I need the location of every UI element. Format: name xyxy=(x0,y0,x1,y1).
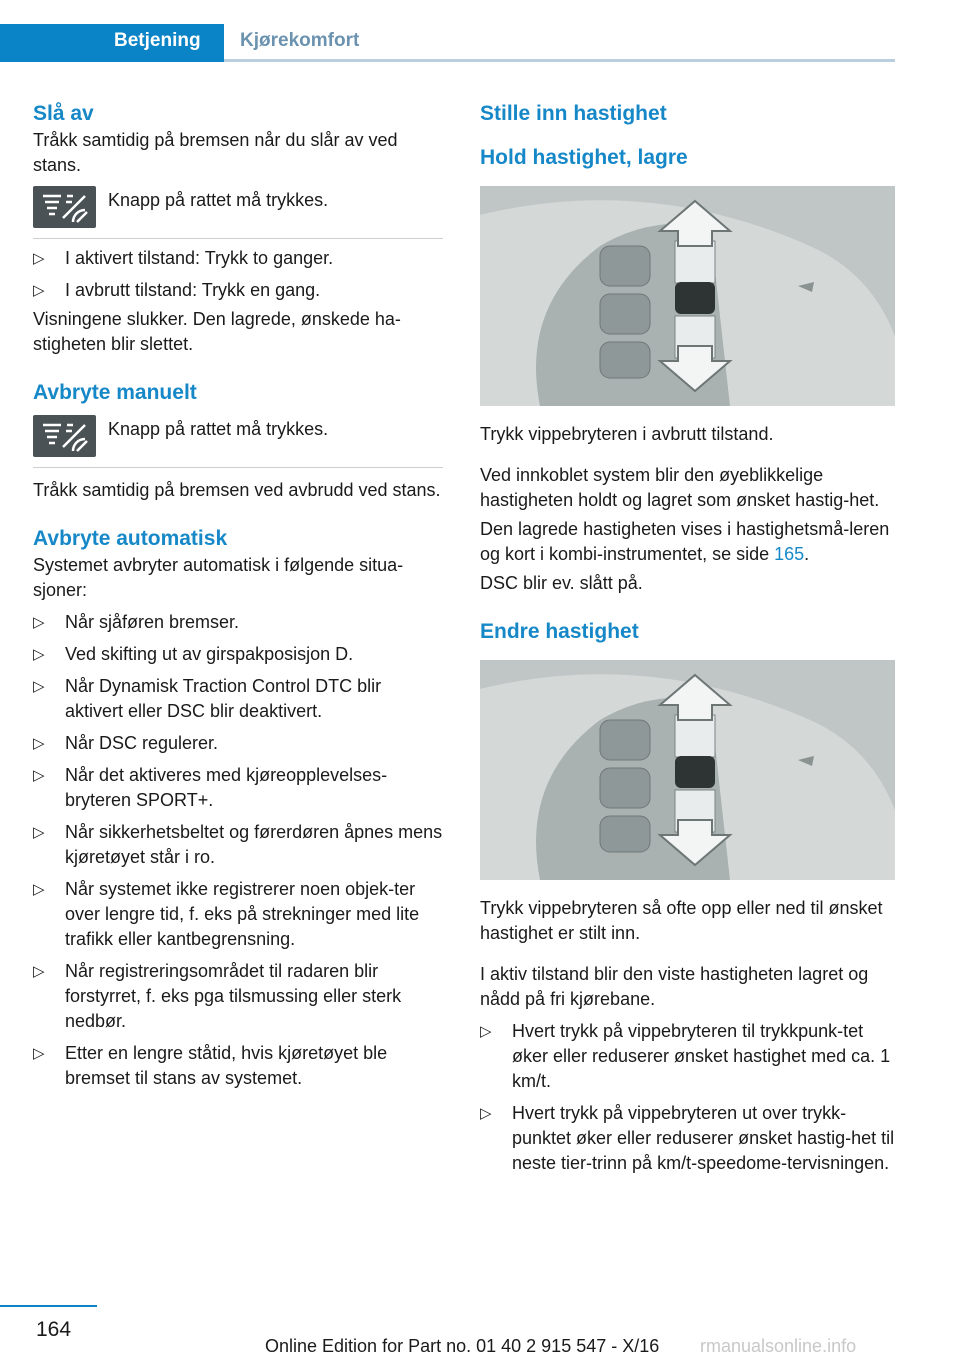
list-item: ▷ Etter en lengre ståtid, hvis kjøretøyet ble bremset til stans av systemet. xyxy=(33,1043,388,1088)
subsection-title-hold-hastighet: Hold hastighet, lagre xyxy=(480,146,688,169)
paragraph-trykk-opp-ned: Trykk vippebryteren så ofte opp eller ned til ønsket hastighet er stilt inn. xyxy=(480,898,883,943)
list-avbryte-automatisk xyxy=(33,610,443,1091)
paragraph-innkoblet-system: Ved innkoblet system blir den øyeblikkelige hastigheten holdt og lagret som ønsket hastig-het. xyxy=(480,465,880,510)
divider xyxy=(33,467,443,468)
triangle-right-icon: ▷ xyxy=(33,963,45,980)
triangle-right-icon: ▷ xyxy=(480,1105,492,1122)
triangle-right-icon: ▷ xyxy=(33,614,45,631)
paragraph-aktiv-tilstand: I aktiv tilstand blir den viste hastigheten lagret og nådd på fri kjørebane. xyxy=(480,964,869,1009)
button-icon-row xyxy=(33,415,443,457)
list-item: ▷ I avbrutt tilstand: Trykk en gang. xyxy=(33,278,443,303)
left-column xyxy=(33,100,443,1091)
paragraph-avbryte-automatisk: Systemet avbryter automatisk i følgende situa-sjoner: xyxy=(33,555,404,600)
list-item: ▷ Når Dynamisk Traction Control DTC blir aktivert eller DSC blir deaktivert. xyxy=(33,676,382,721)
steering-wheel-image xyxy=(480,660,895,880)
list-item: ▷ I aktivert tilstand: Trykk to ganger. xyxy=(33,246,443,271)
list-sla-av xyxy=(33,246,443,303)
tab-kjorekomfort[interactable]: Kjørekomfort xyxy=(240,30,360,51)
triangle-right-icon: ▷ xyxy=(33,282,45,299)
list-item: ▷ Hvert trykk på vippebryteren til trykkpunk-tet øker eller reduserer ønsket hastighet med ca. 1 km/t. xyxy=(480,1021,891,1091)
tab-betjening-label: Betjening xyxy=(114,30,201,51)
right-column xyxy=(480,100,896,1176)
paragraph-lagrede-hastighet: Den lagrede hastigheten vises i hastighetsmå-leren og kort i kombi-instrumentet, se side 165. xyxy=(480,519,890,564)
footer-rule xyxy=(0,1305,97,1307)
icon-caption: Knapp på rattet må trykkes. xyxy=(108,190,329,210)
cruise-control-button-icon xyxy=(33,415,96,457)
watermark: rmanualsonline.info xyxy=(700,1336,857,1356)
subsection-title-endre-hastighet: Endre hastighet xyxy=(480,620,639,643)
triangle-right-icon: ▷ xyxy=(33,767,45,784)
edition-text: Online Edition for Part no. 01 40 2 915 547 - X/16 xyxy=(265,1336,660,1356)
section-title-avbryte-manuelt: Avbryte manuelt xyxy=(33,381,197,404)
section-title-sla-av: Slå av xyxy=(33,102,94,125)
list-item: ▷ Når sjåføren bremser. xyxy=(33,610,443,635)
page-header xyxy=(0,0,960,62)
list-item: ▷ Ved skifting ut av girspakposisjon D. xyxy=(33,642,443,667)
paragraph-dsc: DSC blir ev. slått på. xyxy=(480,573,643,593)
triangle-right-icon: ▷ xyxy=(33,1045,45,1062)
cruise-control-button-icon xyxy=(33,186,96,228)
triangle-right-icon: ▷ xyxy=(33,250,45,267)
triangle-right-icon: ▷ xyxy=(33,735,45,752)
triangle-right-icon: ▷ xyxy=(33,881,45,898)
triangle-right-icon: ▷ xyxy=(480,1023,492,1040)
list-item: ▷ Når DSC regulerer. xyxy=(33,731,443,756)
triangle-right-icon: ▷ xyxy=(33,824,45,841)
page-number: 164 xyxy=(36,1318,72,1341)
list-item: ▷ Når systemet ikke registrerer noen objek-ter over lengre tid, f. eks på strekninger med lite trafikk eller kantbegrensning. xyxy=(33,879,420,949)
button-icon-row xyxy=(33,186,443,228)
paragraph-after-list: Visningene slukker. Den lagrede, ønskede ha-stigheten blir slettet. xyxy=(33,309,401,354)
section-title-avbryte-automatisk: Avbryte automatisk xyxy=(33,527,228,550)
paragraph-avbryte-manuelt: Tråkk samtidig på bremsen ved avbrudd ved stans. xyxy=(33,480,441,500)
icon-caption: Knapp på rattet må trykkes. xyxy=(108,419,329,439)
divider xyxy=(33,238,443,239)
list-item: ▷ Hvert trykk på vippebryteren ut over trykk-punktet øker eller reduserer ønsket hastig-het til neste tier-trinn på km/t-speedome-tervisningen. xyxy=(480,1103,895,1173)
list-endre-hastighet xyxy=(480,1019,896,1176)
triangle-right-icon: ▷ xyxy=(33,646,45,663)
list-item: ▷ Når det aktiveres med kjøreopplevelses-bryteren SPORT+. xyxy=(33,765,388,810)
list-item: ▷ Når registreringsområdet til radaren blir forstyrret, f. eks pga tilsmussing eller sterk nedbør. xyxy=(33,961,402,1031)
steering-wheel-image xyxy=(480,186,895,406)
page-link-165[interactable]: 165 xyxy=(774,544,805,564)
paragraph-sla-av: Tråkk samtidig på bremsen når du slår av ved stans. xyxy=(33,130,398,175)
header-rule xyxy=(224,59,895,62)
paragraph-trykk-vippebryteren: Trykk vippebryteren i avbrutt tilstand. xyxy=(480,424,774,444)
section-title-stille-inn-hastighet: Stille inn hastighet xyxy=(480,102,667,125)
list-item: ▷ Når sikkerhetsbeltet og førerdøren åpnes mens kjøretøyet står i ro. xyxy=(33,822,443,867)
triangle-right-icon: ▷ xyxy=(33,678,45,695)
